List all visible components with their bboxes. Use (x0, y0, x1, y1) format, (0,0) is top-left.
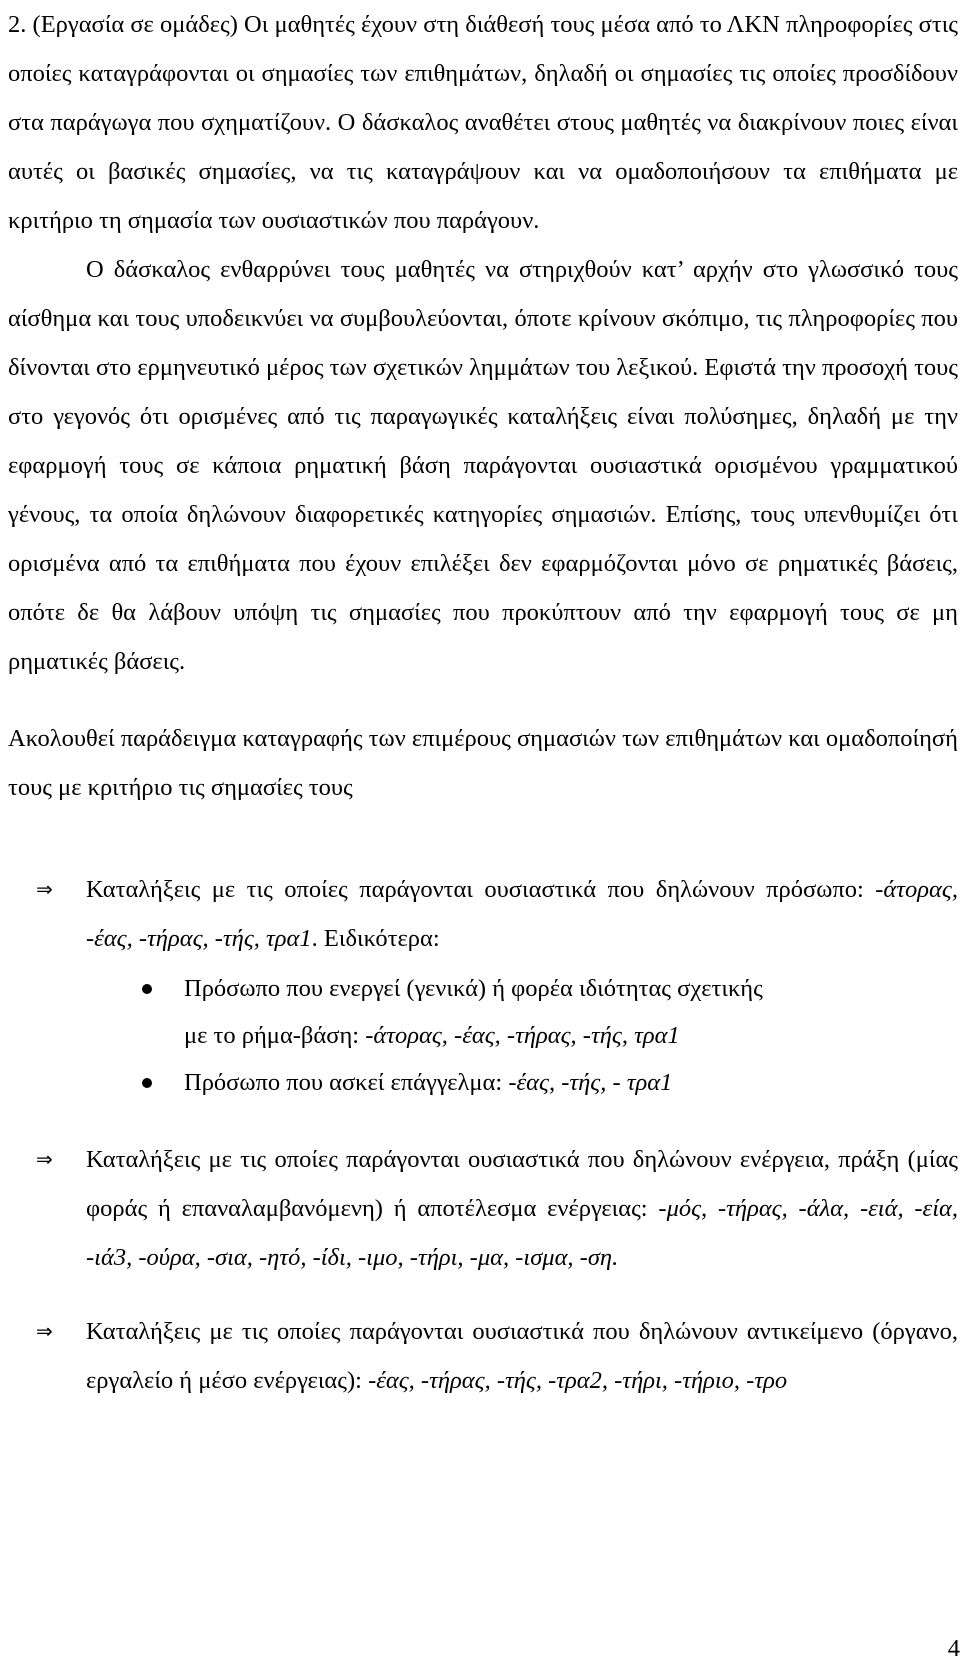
bullet-icon (142, 984, 152, 994)
bullet-line: Πρόσωπο που ασκεί επάγγελμα: (184, 1069, 509, 1096)
item-suffixes: -μός, -τήρας, -άλα, -ειά, -εία, -ιά3, -ούρα, -σια, -ητό, -ίδι, -ιμο, -τήρι, -μα, -ισμα, -ση. (86, 1195, 958, 1271)
bullet-line: Πρόσωπο που ενεργεί (γενικά) ή φορέα ιδιότητας σχετικής (184, 975, 763, 1002)
item-text: Καταλήξεις με τις οποίες παράγονται ουσιαστικά που δηλώνουν πρόσωπο: - (86, 876, 884, 903)
page-number: 4 (947, 1635, 960, 1662)
list-item (8, 965, 958, 1059)
list-item-action-suffixes (8, 1135, 958, 1282)
list-item (8, 1059, 958, 1106)
paragraph-example-intro: Ακολουθεί παράδειγμα καταγραφής των επιμέρους σημασιών των επιθημάτων και ομαδοποίησή τους με κριτήριο τις σημασίες τους (8, 725, 958, 801)
item-text: Καταλήξεις με τις οποίες παράγονται ουσιαστικά που δηλώνουν αντικείμενο (όργανο, εργαλείο ή μέσο ενέργειας): (86, 1318, 958, 1394)
document-page (8, 0, 958, 1405)
bullet-suffixes: -έας, -τής, - τρα1 (508, 1069, 673, 1096)
paragraph-task-intro: 2. (Εργασία σε ομάδες) Οι μαθητές έχουν στη διάθεσή τους μέσα από το ΛΚΝ πληροφορίες στις οποίες καταγράφονται οι σημασίες των επιθημάτων, δηλαδή οι σημασίες τις οποίες προσδίδουν στα παράγωγα που σχηματίζουν. Ο δάσκαλος αναθέτει στους μαθητές να διακρίνουν ποιες είναι αυτές οι βασικές σημασίες, να τις καταγράψουν και να ομαδοποιήσουν τα επιθήματα με κριτήριο τη σημασία των ουσιαστικών που παράγουν. (8, 11, 958, 234)
item-text: Καταλήξεις με τις οποίες παράγονται ουσιαστικά που δηλώνουν ενέργεια, πράξη (μίας φοράς ή επαναλαμβανόμενη) ή αποτέλεσμα ενέργειας: (86, 1146, 958, 1222)
item-suffixes: -έας, -τήρας, -τής, -τρα2, -τήρι, -τήριο, -τρο (368, 1367, 788, 1394)
item-suffixes: άτορας, -έας, -τήρας, -τής, τρα1 (86, 876, 958, 952)
arrow-right-icon: ⇒ (36, 1147, 53, 1171)
paragraph-teacher-guidance: Ο δάσκαλος ενθαρρύνει τους μαθητές να στηριχθούν κατ’ αρχήν στο γλωσσικό τους αίσθημα και τους υποδεικνύει να συμβουλεύονται, όποτε κρίνουν σκόπιμο, τις πληροφορίες που δίνονται στο ερμηνευτικό μέρος των σχετικών λημμάτων του λεξικού. Εφιστά την προσοχή τους στο γεγονός ότι ορισμένες από τις παραγωγικές καταλήξεις είναι πολύσημες, δηλαδή με την εφαρμογή τους σε κάποια ρηματική βάση παράγονται ουσιαστικά ορισμένου γραμματικού γένους, τα οποία δηλώνουν διαφορετικές κατηγορίες σημασιών. Επίσης, τους υπενθυμίζει ότι ορισμένα από τα επιθήματα που έχουν επιλέξει δεν εφαρμόζονται μόνο σε ρηματικές βάσεις, οπότε δε θα λάβουν υπόψη τις σημασίες που προκύπτουν από την εφαρμογή τους σε μη ρηματικές βάσεις. (8, 256, 958, 675)
arrow-right-icon: ⇒ (36, 1319, 53, 1343)
arrow-right-icon: ⇒ (36, 877, 53, 901)
bullet-icon (142, 1078, 152, 1088)
bullet-line: με το ρήμα-βάση: (184, 1022, 366, 1049)
bullet-list (8, 965, 958, 1106)
item-tail: . Ειδικότερα: (311, 925, 440, 952)
bullet-suffixes: -άτορας, -έας, -τήρας, -τής, τρα1 (365, 1022, 680, 1049)
list-item-person-suffixes (8, 865, 958, 963)
list-item-object-suffixes (8, 1307, 958, 1405)
